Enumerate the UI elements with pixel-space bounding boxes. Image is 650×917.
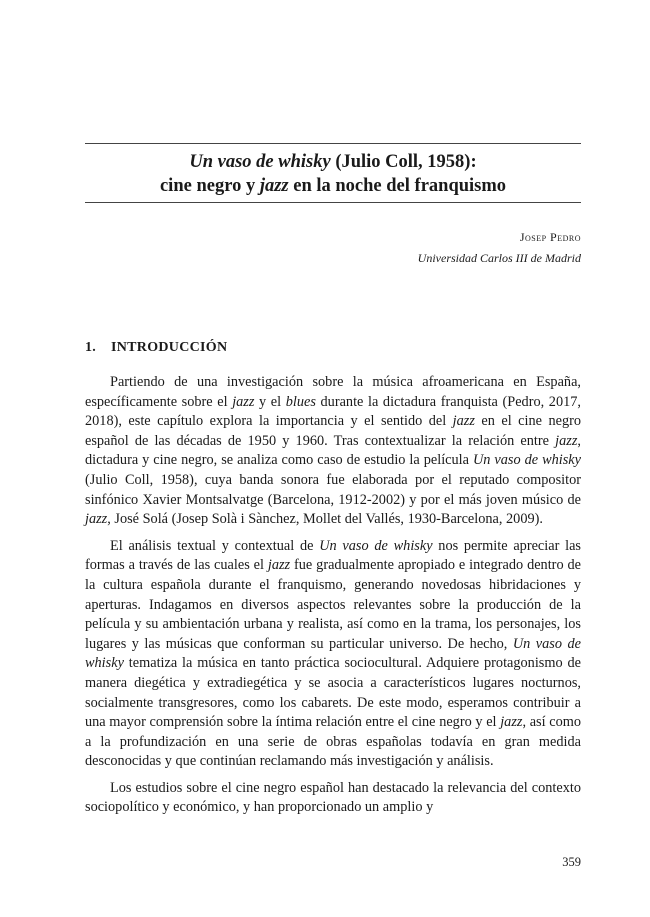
- italic-term: jazz: [267, 557, 291, 574]
- text-run: Partiendo de una investigación sobre la música afroamericana en España, específicamente sobre el: [85, 374, 581, 410]
- text-run: (Julio Coll, 1958), cuya banda sonora fue elaborada por el reputado compositor sinfónico Xavier Montsalvatge (Barcelona, 1912-2002) y por el más joven músico de: [85, 471, 581, 508]
- paragraph: [85, 537, 581, 772]
- title-line-1: [85, 150, 581, 174]
- chapter-title: [85, 150, 581, 198]
- title-subtitle-post: en la noche del franquismo: [288, 176, 507, 196]
- text-run: y el: [254, 393, 286, 410]
- section-heading: [85, 340, 227, 356]
- text-run: durante la dictadura franquista (Pedro, 2017, 2018), este capítulo explora la importancia y el sentido del: [85, 393, 581, 430]
- italic-term: jazz: [555, 432, 578, 449]
- text-run: tematiza la música en tanto práctica sociocultural. Adquiere protagonismo de manera diegética y extradiegética y se asocia a característicos lugares nocturnos, socialmente transgresores, como los cabarets. De este modo, esperamos contribuir a una mayor comprensión sobre la íntima relación entre el cine negro y el: [85, 655, 581, 731]
- paragraph: [85, 779, 581, 818]
- section-title: INTRODUCCIÓN: [111, 340, 228, 355]
- italic-term: jazz: [232, 393, 255, 410]
- italic-term: jazz: [500, 714, 523, 731]
- body-text: [85, 373, 581, 825]
- title-subtitle-jazz: jazz: [259, 176, 289, 196]
- page-number: 359: [562, 855, 581, 869]
- italic-term: Un vaso de whisky: [85, 635, 581, 672]
- text-run: en el cine negro español de las décadas de 1950 y 1960. Tras contextualizar la relación entre: [85, 413, 581, 449]
- italic-term: Un vaso de whisky: [472, 452, 581, 469]
- italic-term: jazz: [85, 511, 108, 528]
- paragraph: [85, 373, 581, 530]
- title-line-2: [85, 174, 581, 198]
- text-run: fue gradualmente apropiado e integrado dentro de la cultura española durante el franquismo, generando novedosas hibridaciones y aperturas. Indagamos en diversos aspectos relevantes sobre la producción de la película y su ambientación urbana y realista, así como en la trama, los personajes, los lugares y las músicas que conforman su particular universo. De hecho,: [85, 557, 581, 652]
- title-rule-bottom: [85, 202, 581, 203]
- section-number: 1.: [85, 340, 97, 355]
- italic-term: Un vaso de whisky: [319, 537, 433, 554]
- title-subtitle-pre: cine negro y: [159, 176, 260, 196]
- title-film-credit: (Julio Coll, 1958):: [330, 152, 477, 172]
- author-affiliation: Universidad Carlos III de Madrid: [417, 251, 581, 265]
- text-run: El análisis textual y contextual de: [110, 537, 320, 554]
- title-rule-top: [85, 143, 581, 144]
- author-name: Josep Pedro: [519, 230, 581, 244]
- text-run: , así como a la profundización en una serie de obras españolas todavía en gran medida desconocidas y que continúan reclamando más investigación y análisis.: [85, 714, 581, 770]
- text-run: Los estudios sobre el cine negro español han destacado la relevancia del contexto sociopolítico y económico, y han proporcionado un amplio y: [85, 779, 581, 816]
- italic-term: blues: [285, 393, 316, 410]
- text-run: nos permite apreciar las formas a través de las cuales el: [85, 537, 581, 574]
- italic-term: jazz: [452, 413, 475, 430]
- title-film-name: Un vaso de whisky: [189, 152, 331, 172]
- text-run: , José Solá (Josep Solà i Sànchez, Mollet del Vallés, 1930-Barcelona, 2009).: [107, 511, 543, 528]
- text-run: , dictadura y cine negro, se analiza como caso de estudio la película: [85, 432, 581, 469]
